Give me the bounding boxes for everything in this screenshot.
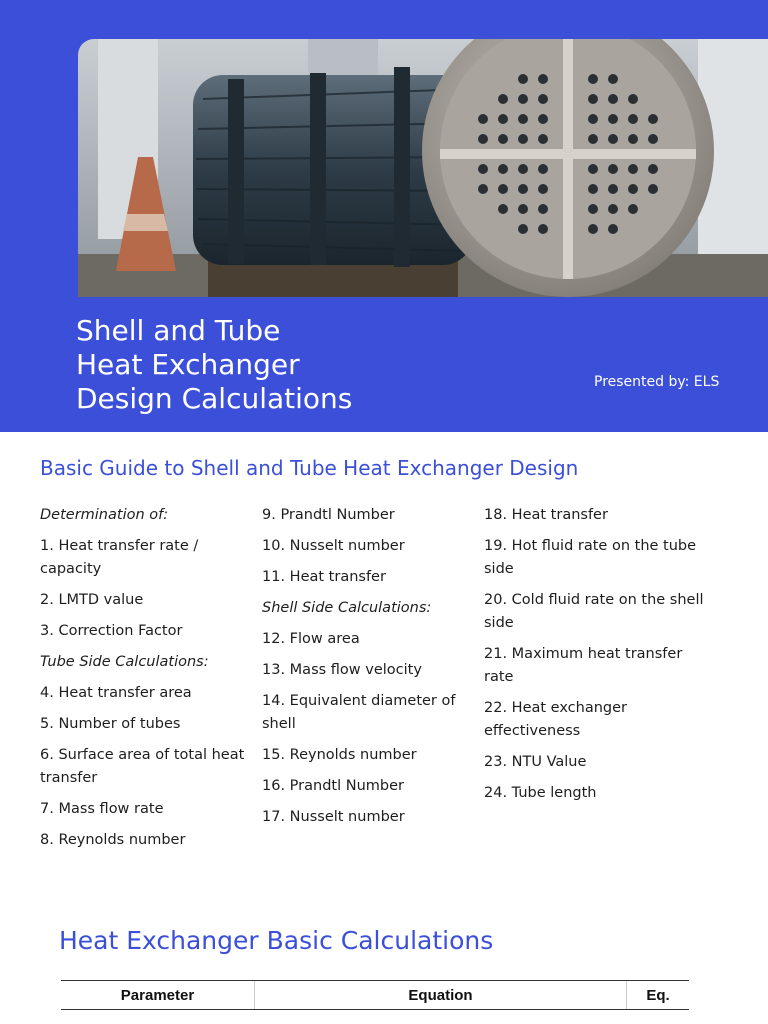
presenter-credit: Presented by: ELS bbox=[594, 374, 720, 390]
header-banner bbox=[0, 0, 768, 432]
list-item: 10. Nusselt number bbox=[262, 538, 405, 554]
list-item: 12. Flow area bbox=[262, 631, 360, 647]
list-item: 6. Surface area of total heat transfer bbox=[40, 747, 245, 786]
list-heading: Shell Side Calculations: bbox=[262, 600, 432, 616]
list-item: 13. Mass flow velocity bbox=[262, 662, 422, 678]
list-item: 8. Reynolds number bbox=[40, 832, 186, 848]
column-header-parameter: Parameter bbox=[61, 981, 255, 1009]
title-line: Heat Exchanger bbox=[76, 348, 300, 381]
list-item: 9. Prandtl Number bbox=[262, 507, 395, 523]
list-item: 2. LMTD value bbox=[40, 592, 144, 608]
list-item: 15. Reynolds number bbox=[262, 747, 417, 763]
list-item: 20. Cold fluid rate on the shell side bbox=[484, 592, 704, 631]
guide-column-1 bbox=[40, 504, 262, 860]
list-item: 16. Prandtl Number bbox=[262, 778, 404, 794]
heat-exchanger-photo bbox=[78, 39, 768, 297]
list-item: 18. Heat transfer bbox=[484, 507, 608, 523]
list-item: 1. Heat transfer rate / capacity bbox=[40, 538, 199, 577]
list-item: 22. Heat exchanger effectiveness bbox=[484, 700, 627, 739]
list-heading: Tube Side Calculations: bbox=[40, 654, 209, 670]
page-title bbox=[76, 314, 352, 416]
list-item: 11. Heat transfer bbox=[262, 569, 386, 585]
calculations-table-header bbox=[61, 980, 689, 1010]
list-item: 14. Equivalent diameter of shell bbox=[262, 693, 456, 732]
guide-title: Basic Guide to Shell and Tube Heat Exchanger Design bbox=[40, 456, 579, 480]
list-item: 7. Mass flow rate bbox=[40, 801, 164, 817]
title-line: Shell and Tube bbox=[76, 314, 281, 347]
list-item: 19. Hot fluid rate on the tube side bbox=[484, 538, 697, 577]
list-item: 4. Heat transfer area bbox=[40, 685, 192, 701]
list-item: 3. Correction Factor bbox=[40, 623, 183, 639]
guide-column-2 bbox=[262, 504, 484, 837]
column-header-eq-number: Eq. bbox=[646, 986, 670, 1004]
list-item: 5. Number of tubes bbox=[40, 716, 181, 732]
list-heading: Determination of: bbox=[40, 507, 169, 523]
list-item: 17. Nusselt number bbox=[262, 809, 405, 825]
column-header-equation: Equation bbox=[255, 981, 627, 1009]
guide-column-3 bbox=[484, 504, 714, 813]
title-line: Design Calculations bbox=[76, 382, 353, 415]
list-item: 23. NTU Value bbox=[484, 754, 587, 770]
calculations-title: Heat Exchanger Basic Calculations bbox=[59, 926, 494, 955]
list-item: 21. Maximum heat transfer rate bbox=[484, 646, 683, 685]
list-item: 24. Tube length bbox=[484, 785, 597, 801]
